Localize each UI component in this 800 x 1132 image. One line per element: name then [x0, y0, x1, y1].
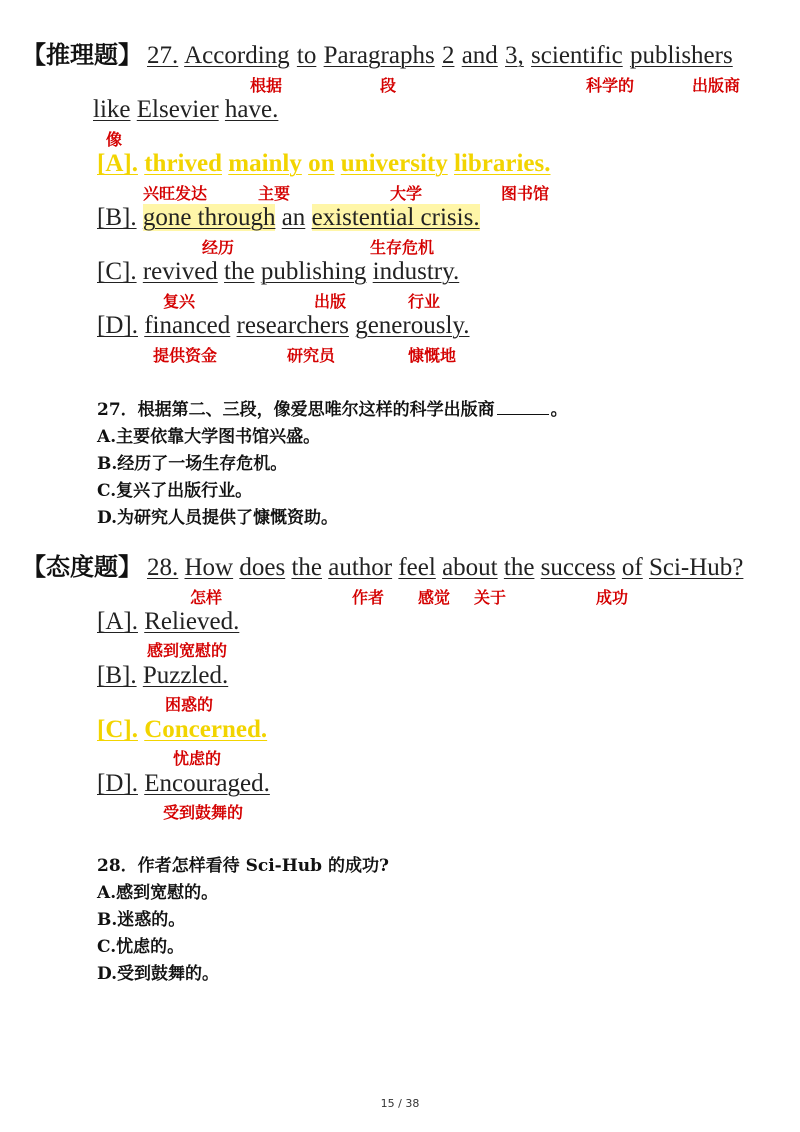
stem-word: Paragraphs [323, 42, 435, 69]
option-b [97, 203, 480, 233]
option-a [97, 607, 239, 637]
gloss: 出版 [314, 292, 347, 311]
translation-stem-end: 。 [550, 400, 568, 420]
gloss: 行业 [408, 292, 441, 311]
option-word: the [224, 258, 255, 285]
question-stem-line-2 [93, 95, 278, 125]
gloss: 科学的 [586, 76, 635, 95]
option-d [97, 769, 270, 799]
option-word: an [281, 204, 306, 231]
stem-word: Sci-Hub? [648, 554, 744, 581]
option-word: revived [142, 258, 218, 285]
option-word: libraries. [453, 150, 551, 177]
translation-stem [97, 397, 568, 423]
gloss: 困惑的 [165, 695, 214, 714]
translation-option-d: D.受到鼓舞的。 [97, 964, 220, 984]
option-letter: [A]. [97, 150, 138, 177]
option-word: thrived [144, 150, 222, 177]
stem-word: to [296, 42, 317, 69]
gloss: 经历 [202, 238, 235, 257]
stem-word: 2 [441, 42, 455, 69]
gloss: 出版商 [692, 76, 741, 95]
stem-word: author [328, 554, 393, 581]
option-word: on [308, 150, 335, 177]
stem-word: Elsevier [136, 96, 219, 123]
gloss: 感觉 [418, 588, 451, 607]
option-letter: [D]. [97, 770, 138, 797]
stem-word: success [540, 554, 616, 581]
stem-word: According [184, 42, 290, 69]
translation-option-b: B.经历了一场生存危机。 [97, 454, 288, 474]
gloss: 受到鼓舞的 [163, 803, 244, 822]
option-word: researchers [236, 312, 349, 339]
gloss: 兴旺发达 [143, 184, 208, 203]
gloss: 慷慨地 [408, 346, 457, 365]
translation-option-c: C.复兴了出版行业。 [97, 481, 253, 501]
stem-word: scientific [531, 42, 623, 69]
page-number: 15 / 38 [380, 1097, 420, 1110]
option-b [97, 661, 228, 691]
stem-word: 3, [505, 42, 524, 69]
gloss: 提供资金 [153, 346, 218, 365]
translation-stem-text: 27．根据第二、三段，像爱思唯尔这样的科学出版商 [97, 400, 495, 420]
stem-word: the [291, 554, 322, 581]
gloss: 怎样 [190, 588, 223, 607]
gloss: 成功 [596, 588, 629, 607]
option-letter: [C]. [97, 258, 137, 285]
answer-blank [497, 398, 549, 415]
translation-option-b: B.迷惑的。 [97, 910, 186, 930]
question-type-tag: 【推理题】 [22, 41, 142, 69]
option-letter: [D]. [97, 312, 138, 339]
gloss: 图书馆 [501, 184, 550, 203]
option-word-highlighted: gone through [142, 204, 276, 231]
stem-word: How [184, 554, 234, 581]
option-letter: [A]. [97, 608, 138, 635]
translation-option-d: D.为研究人员提供了慷慨资助。 [97, 508, 339, 528]
gloss: 研究员 [287, 346, 336, 365]
option-word: mainly [228, 150, 302, 177]
gloss: 像 [106, 130, 123, 149]
option-word: university [340, 150, 448, 177]
option-word: Relieved. [144, 608, 240, 635]
option-word: Encouraged. [144, 770, 270, 797]
question-number: 28. [147, 554, 179, 581]
gloss: 作者 [352, 588, 385, 607]
stem-word: does [239, 554, 286, 581]
gloss: 关于 [474, 588, 507, 607]
gloss: 段 [380, 76, 397, 95]
option-word: generously. [355, 312, 470, 339]
gloss: 忧虑的 [173, 749, 222, 768]
question-stem [147, 553, 743, 583]
translation-option-c: C.忧虑的。 [97, 937, 185, 957]
stem-word: the [503, 554, 535, 581]
option-a-correct-answer [97, 149, 551, 179]
stem-word: of [621, 554, 643, 581]
stem-word: and [461, 42, 498, 69]
option-word: publishing [260, 258, 367, 285]
option-word: Concerned. [144, 716, 268, 743]
translation-option-a: A.感到宽慰的。 [97, 883, 219, 903]
translation-stem: 28．作者怎样看待 Sci-Hub 的成功? [97, 856, 389, 876]
gloss: 根据 [250, 76, 283, 95]
option-letter: [B]. [97, 662, 137, 689]
stem-word: like [93, 96, 131, 123]
stem-word: have. [224, 96, 279, 123]
question-number: 27. [147, 42, 179, 69]
option-word: industry. [372, 258, 460, 285]
gloss: 感到宽慰的 [147, 641, 228, 660]
option-c [97, 257, 459, 287]
gloss: 主要 [258, 184, 291, 203]
option-c-correct-answer [97, 715, 267, 745]
gloss: 复兴 [163, 292, 196, 311]
option-letter: [C]. [97, 716, 138, 743]
option-word-highlighted: existential crisis. [311, 204, 480, 231]
gloss: 大学 [390, 184, 423, 203]
option-word: financed [144, 312, 231, 339]
gloss: 生存危机 [370, 238, 435, 257]
stem-word: publishers [629, 42, 733, 69]
question-stem-line-1 [147, 41, 733, 71]
question-type-tag: 【态度题】 [22, 553, 142, 581]
translation-option-a: A.主要依靠大学图书馆兴盛。 [97, 427, 321, 447]
stem-word: about [442, 554, 498, 581]
stem-word: feel [398, 554, 436, 581]
option-word: Puzzled. [142, 662, 229, 689]
option-d [97, 311, 470, 341]
option-letter: [B]. [97, 204, 137, 231]
